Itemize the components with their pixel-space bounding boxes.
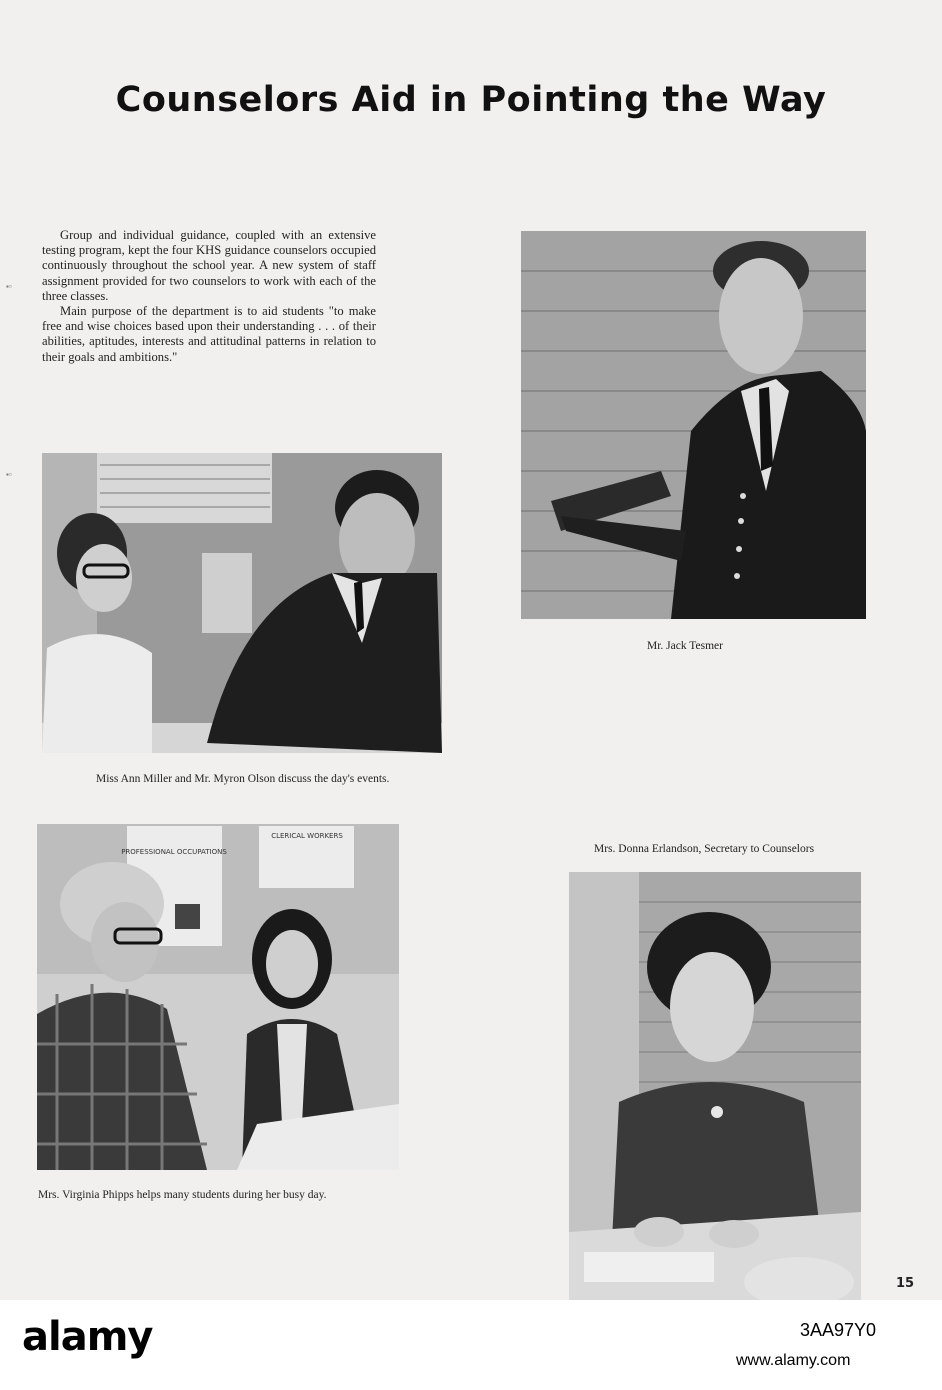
- phipps-caption: Mrs. Virginia Phipps helps many students during her busy day.: [38, 1189, 327, 1201]
- miller-olson-photo: [42, 453, 442, 753]
- page-number: 15: [896, 1276, 915, 1291]
- image-id: 3AA97Y0: [800, 1320, 877, 1340]
- poster-occupations-text: PROFESSIONAL OCCUPATIONS: [121, 848, 227, 856]
- erlandson-photo: [569, 872, 861, 1300]
- margin-mark: ▪▫: [6, 470, 12, 479]
- phipps-photo: [37, 824, 399, 1170]
- site-url: www.alamy.com: [736, 1352, 851, 1369]
- page-title: Counselors Aid in Pointing the Way: [115, 80, 827, 120]
- miller-olson-caption: Miss Ann Miller and Mr. Myron Olson discuss the day's events.: [96, 773, 390, 785]
- poster-clerical-text: CLERICAL WORKERS: [271, 832, 343, 840]
- erlandson-caption: Mrs. Donna Erlandson, Secretary to Counselors: [594, 843, 815, 855]
- tesmer-photo: [521, 231, 866, 619]
- intro-paragraph-2: Main purpose of the department is to aid students "to make free and wise choices based upon their understanding . . . of their abilities, aptitudes, interests and attitudinal patterns in relation to their goals and ambitions.": [42, 304, 376, 364]
- tesmer-caption: Mr. Jack Tesmer: [647, 640, 723, 652]
- alamy-logo: alamy: [22, 1314, 153, 1360]
- margin-mark: ▪▫: [6, 282, 12, 291]
- intro-text: [42, 228, 376, 365]
- intro-paragraph-1: Group and individual guidance, coupled with an extensive testing program, kept the four KHS guidance counselors occupied continuously throughout the school year. A new system of staff assignment provided for two counselors to work with each of the three classes.: [42, 228, 376, 303]
